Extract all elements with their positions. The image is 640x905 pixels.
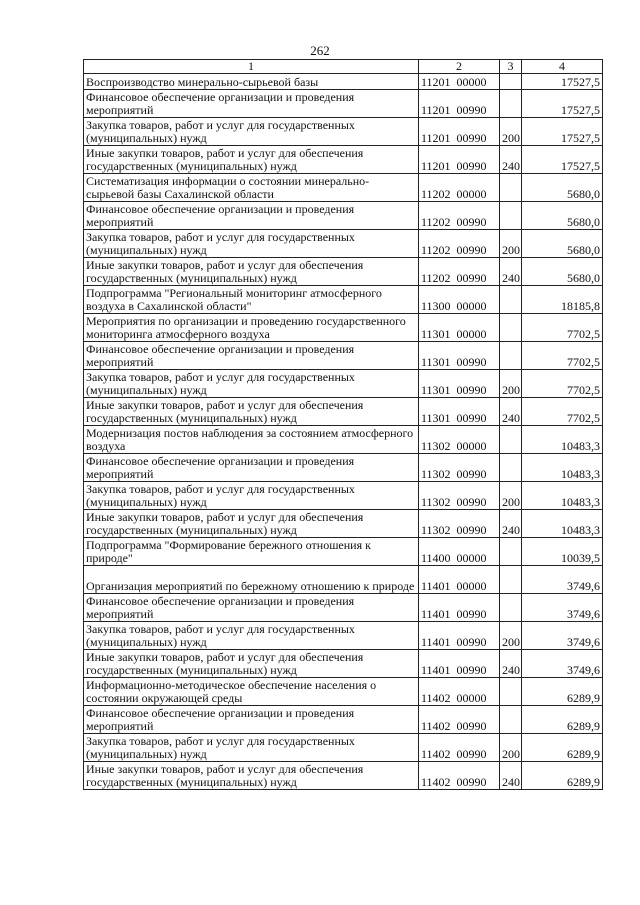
row-amount-cell: 3749,6: [522, 566, 603, 594]
table-row: [84, 454, 603, 482]
row-name-cell: Иные закупки товаров, работ и услуг для обеспечения государственных (муниципальных) нужд: [84, 650, 419, 678]
row-type-cell: 240: [500, 258, 522, 286]
row-code-cell: 11401 00000: [419, 566, 500, 594]
row-type-cell: 240: [500, 650, 522, 678]
row-code-cell: 11402 00000: [419, 678, 500, 706]
row-amount-cell: 6289,9: [522, 706, 603, 734]
row-name-cell: Иные закупки товаров, работ и услуг для обеспечения государственных (муниципальных) нужд: [84, 146, 419, 174]
table-row: [84, 314, 603, 342]
row-name-cell: Иные закупки товаров, работ и услуг для обеспечения государственных (муниципальных) нужд: [84, 398, 419, 426]
row-name-cell: Финансовое обеспечение организации и проведения мероприятий: [84, 454, 419, 482]
table-row: [84, 734, 603, 762]
table-row: [84, 74, 603, 90]
row-code-cell: 11302 00990: [419, 482, 500, 510]
row-code-cell: 11401 00990: [419, 594, 500, 622]
row-type-cell: [500, 314, 522, 342]
table-row: [84, 538, 603, 566]
row-name-cell: Закупка товаров, работ и услуг для государственных (муниципальных) нужд: [84, 370, 419, 398]
row-code-cell: 11201 00990: [419, 90, 500, 118]
row-name-cell: Модернизация постов наблюдения за состоянием атмосферного воздуха: [84, 426, 419, 454]
column-header-4: 4: [522, 60, 603, 74]
row-type-cell: [500, 90, 522, 118]
budget-table: [83, 59, 603, 790]
table-row: [84, 202, 603, 230]
row-name-cell: Подпрограмма "Формирование бережного отношения к природе": [84, 538, 419, 566]
table-row: [84, 706, 603, 734]
row-amount-cell: 5680,0: [522, 258, 603, 286]
row-type-cell: [500, 678, 522, 706]
row-code-cell: 11301 00990: [419, 370, 500, 398]
row-code-cell: 11202 00990: [419, 202, 500, 230]
row-name-cell: Подпрограмма "Региональный мониторинг атмосферного воздуха в Сахалинской области": [84, 286, 419, 314]
column-header-3: 3: [500, 60, 522, 74]
table-row: [84, 230, 603, 258]
row-amount-cell: 10483,3: [522, 510, 603, 538]
row-amount-cell: 10483,3: [522, 426, 603, 454]
row-amount-cell: 7702,5: [522, 398, 603, 426]
row-type-cell: 240: [500, 146, 522, 174]
row-code-cell: 11300 00000: [419, 286, 500, 314]
row-type-cell: [500, 538, 522, 566]
table-row: [84, 594, 603, 622]
table-row: [84, 118, 603, 146]
row-type-cell: [500, 202, 522, 230]
column-header-2: 2: [419, 60, 500, 74]
table-row: [84, 90, 603, 118]
row-amount-cell: 18185,8: [522, 286, 603, 314]
row-amount-cell: 10483,3: [522, 454, 603, 482]
row-type-cell: 200: [500, 230, 522, 258]
row-type-cell: 240: [500, 762, 522, 790]
row-code-cell: 11400 00000: [419, 538, 500, 566]
row-type-cell: [500, 342, 522, 370]
row-name-cell: Финансовое обеспечение организации и проведения мероприятий: [84, 202, 419, 230]
table-row: [84, 762, 603, 790]
row-type-cell: [500, 594, 522, 622]
row-name-cell: Систематизация информации о состоянии минерально-сырьевой базы Сахалинской области: [84, 174, 419, 202]
table-row: [84, 482, 603, 510]
column-header-1: 1: [84, 60, 419, 74]
row-code-cell: 11201 00000: [419, 74, 500, 90]
row-name-cell: Закупка товаров, работ и услуг для государственных (муниципальных) нужд: [84, 482, 419, 510]
row-name-cell: Закупка товаров, работ и услуг для государственных (муниципальных) нужд: [84, 734, 419, 762]
row-amount-cell: 10039,5: [522, 538, 603, 566]
table-row: [84, 342, 603, 370]
table-row: [84, 174, 603, 202]
row-type-cell: [500, 454, 522, 482]
table-row: [84, 426, 603, 454]
table-row: [84, 622, 603, 650]
row-amount-cell: 17527,5: [522, 118, 603, 146]
table-body: [84, 74, 603, 790]
row-amount-cell: 5680,0: [522, 174, 603, 202]
row-amount-cell: 7702,5: [522, 314, 603, 342]
row-amount-cell: 10483,3: [522, 482, 603, 510]
row-name-cell: Иные закупки товаров, работ и услуг для обеспечения государственных (муниципальных) нужд: [84, 762, 419, 790]
row-name-cell: Информационно-методическое обеспечение населения о состоянии окружающей среды: [84, 678, 419, 706]
row-amount-cell: 5680,0: [522, 202, 603, 230]
row-name-cell: Финансовое обеспечение организации и проведения мероприятий: [84, 594, 419, 622]
row-amount-cell: 17527,5: [522, 90, 603, 118]
row-code-cell: 11302 00990: [419, 454, 500, 482]
row-name-cell: Воспроизводство минерально-сырьевой базы: [84, 74, 419, 90]
row-type-cell: 200: [500, 622, 522, 650]
row-name-cell: Закупка товаров, работ и услуг для государственных (муниципальных) нужд: [84, 230, 419, 258]
table-row: [84, 370, 603, 398]
row-code-cell: 11402 00990: [419, 734, 500, 762]
row-type-cell: [500, 566, 522, 594]
table-row: [84, 258, 603, 286]
row-name-cell: Иные закупки товаров, работ и услуг для обеспечения государственных (муниципальных) нужд: [84, 258, 419, 286]
row-name-cell: Мероприятия по организации и проведению государственного мониторинга атмосферного воздуха: [84, 314, 419, 342]
row-type-cell: 200: [500, 482, 522, 510]
row-code-cell: 11401 00990: [419, 622, 500, 650]
row-code-cell: 11302 00990: [419, 510, 500, 538]
row-type-cell: 240: [500, 510, 522, 538]
table-header-row: [84, 60, 603, 74]
table-row: [84, 398, 603, 426]
row-name-cell: Финансовое обеспечение организации и проведения мероприятий: [84, 90, 419, 118]
row-type-cell: [500, 74, 522, 90]
row-name-cell: Организация мероприятий по бережному отношению к природе: [84, 566, 419, 594]
row-name-cell: Финансовое обеспечение организации и проведения мероприятий: [84, 706, 419, 734]
row-code-cell: 11301 00990: [419, 398, 500, 426]
row-code-cell: 11302 00000: [419, 426, 500, 454]
row-amount-cell: 3749,6: [522, 594, 603, 622]
row-type-cell: [500, 426, 522, 454]
row-amount-cell: 17527,5: [522, 74, 603, 90]
row-amount-cell: 5680,0: [522, 230, 603, 258]
row-code-cell: 11201 00990: [419, 146, 500, 174]
table-row: [84, 650, 603, 678]
row-code-cell: 11202 00990: [419, 230, 500, 258]
row-amount-cell: 3749,6: [522, 650, 603, 678]
row-type-cell: [500, 706, 522, 734]
row-type-cell: [500, 174, 522, 202]
row-code-cell: 11201 00990: [419, 118, 500, 146]
row-code-cell: 11202 00990: [419, 258, 500, 286]
row-amount-cell: 6289,9: [522, 734, 603, 762]
row-name-cell: Закупка товаров, работ и услуг для государственных (муниципальных) нужд: [84, 118, 419, 146]
row-amount-cell: 6289,9: [522, 678, 603, 706]
table-row: [84, 286, 603, 314]
row-code-cell: 11301 00000: [419, 314, 500, 342]
row-name-cell: Закупка товаров, работ и услуг для государственных (муниципальных) нужд: [84, 622, 419, 650]
row-type-cell: 200: [500, 734, 522, 762]
row-type-cell: 200: [500, 118, 522, 146]
table-row: [84, 678, 603, 706]
row-amount-cell: 7702,5: [522, 342, 603, 370]
row-code-cell: 11402 00990: [419, 762, 500, 790]
row-amount-cell: 6289,9: [522, 762, 603, 790]
row-amount-cell: 3749,6: [522, 622, 603, 650]
row-amount-cell: 7702,5: [522, 370, 603, 398]
row-code-cell: 11202 00000: [419, 174, 500, 202]
row-name-cell: Финансовое обеспечение организации и проведения мероприятий: [84, 342, 419, 370]
row-name-cell: Иные закупки товаров, работ и услуг для обеспечения государственных (муниципальных) нужд: [84, 510, 419, 538]
row-type-cell: 200: [500, 370, 522, 398]
row-code-cell: 11402 00990: [419, 706, 500, 734]
row-code-cell: 11301 00990: [419, 342, 500, 370]
row-code-cell: 11401 00990: [419, 650, 500, 678]
row-type-cell: [500, 286, 522, 314]
row-type-cell: 240: [500, 398, 522, 426]
page-number: 262: [310, 43, 330, 58]
table-row: [84, 566, 603, 594]
row-amount-cell: 17527,5: [522, 146, 603, 174]
table-row: [84, 510, 603, 538]
table-row: [84, 146, 603, 174]
